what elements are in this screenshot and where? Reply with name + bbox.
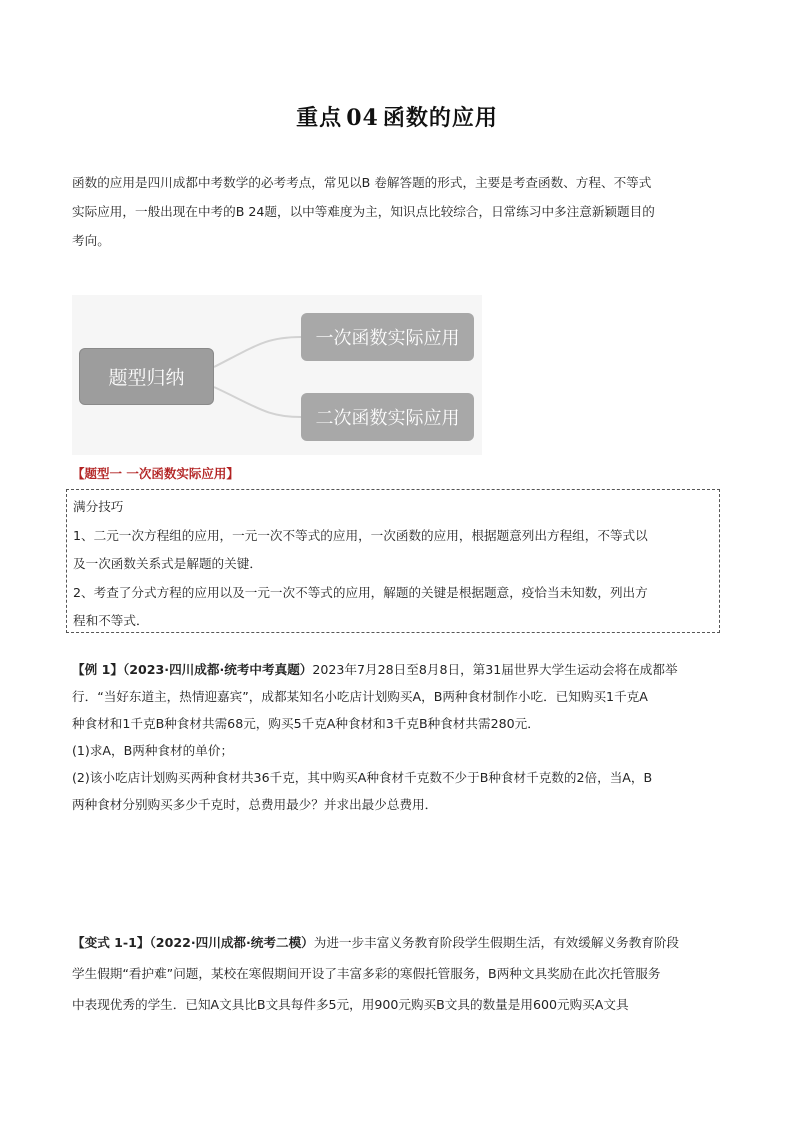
tips-line: 1、二元一次方程组的应用，一元一次不等式的应用，一次函数的应用，根据题意列出方程组，不等式以 — [73, 527, 648, 543]
tips-box — [66, 489, 720, 633]
intro-line: 考向。 — [72, 233, 110, 248]
example-line: 中表现优秀的学生．已知A文具比B文具每件多5元，用900元购买B文具的数量是用600元购买A文具 — [72, 997, 629, 1012]
example-question: (2)该小吃店计划购买两种食材共36千克，其中购买A种食材千克数不少于B种食材千克数的2倍，当A，B — [72, 770, 653, 785]
topic-mindmap — [72, 295, 482, 455]
example-question: (1)求A，B两种食材的单价； — [72, 743, 234, 758]
title-prefix: 重点 — [296, 106, 343, 131]
tips-line: 程和不等式． — [73, 613, 149, 628]
example-variant-1-1 — [72, 927, 722, 1020]
section-heading: 【题型一 一次函数实际应用】 — [72, 466, 239, 481]
title-text: 函数的应用 — [382, 106, 498, 131]
tips-line: 及一次函数关系式是解题的关键． — [73, 556, 262, 571]
example-line: 学生假期“看护难”问题，某校在寒假期间开设了丰富多彩的寒假托管服务，B两种文具奖励在此次托管服务 — [72, 966, 661, 981]
example-tag: 【例 1】 — [72, 662, 123, 677]
tips-title: 满分技巧 — [73, 499, 124, 514]
example-text: 为进一步丰富义务教育阶段学生假期生活，有效缓解义务教育阶段 — [313, 935, 679, 950]
title-number: 04 — [346, 105, 379, 131]
intro-paragraph — [72, 168, 722, 255]
mindmap-child-node: 一次函数实际应用 — [301, 313, 474, 361]
mindmap-root-node: 题型归纳 — [79, 348, 214, 405]
example-1 — [72, 656, 722, 818]
mindmap-child-node: 二次函数实际应用 — [301, 393, 474, 441]
example-source: （2023·四川成都·统考中考真题） — [122, 662, 313, 677]
tips-line: 2、考查了分式方程的应用以及一元一次不等式的应用，解题的关键是根据题意，疫恰当未知数，列出方 — [73, 584, 648, 600]
example-line — [72, 656, 722, 683]
connector-line-1 — [214, 337, 301, 367]
example-source: （2022·四川成都·统考二模） — [149, 935, 314, 950]
connector-line-2 — [214, 387, 301, 417]
example-line: 行．“当好东道主，热情迎嘉宾”，成都某知名小吃店计划购买A，B两种食材制作小吃．已知购买1千克A — [72, 689, 648, 704]
intro-line: 函数的应用是四川成都中考数学的必考考点，常见以B 卷解答题的形式，主要是考查函数、方程、不等式 — [72, 175, 652, 190]
example-text: 2023年7月28日至8月8日，第31届世界大学生运动会将在成都举 — [312, 662, 678, 677]
example-line: 两种食材分别购买多少千克时，总费用最少？并求出最少总费用． — [72, 797, 438, 812]
intro-line: 实际应用，一般出现在中考的B 24题，以中等难度为主，知识点比较综合，日常练习中多注意新颖题目的 — [72, 204, 655, 219]
example-line: 种食材和1千克B种食材共需68元，购买5千克A种食材和3千克B种食材共需280元． — [72, 716, 540, 731]
example-line — [72, 927, 722, 958]
example-tag: 【变式 1-1】 — [72, 935, 150, 950]
page-title — [0, 101, 794, 132]
